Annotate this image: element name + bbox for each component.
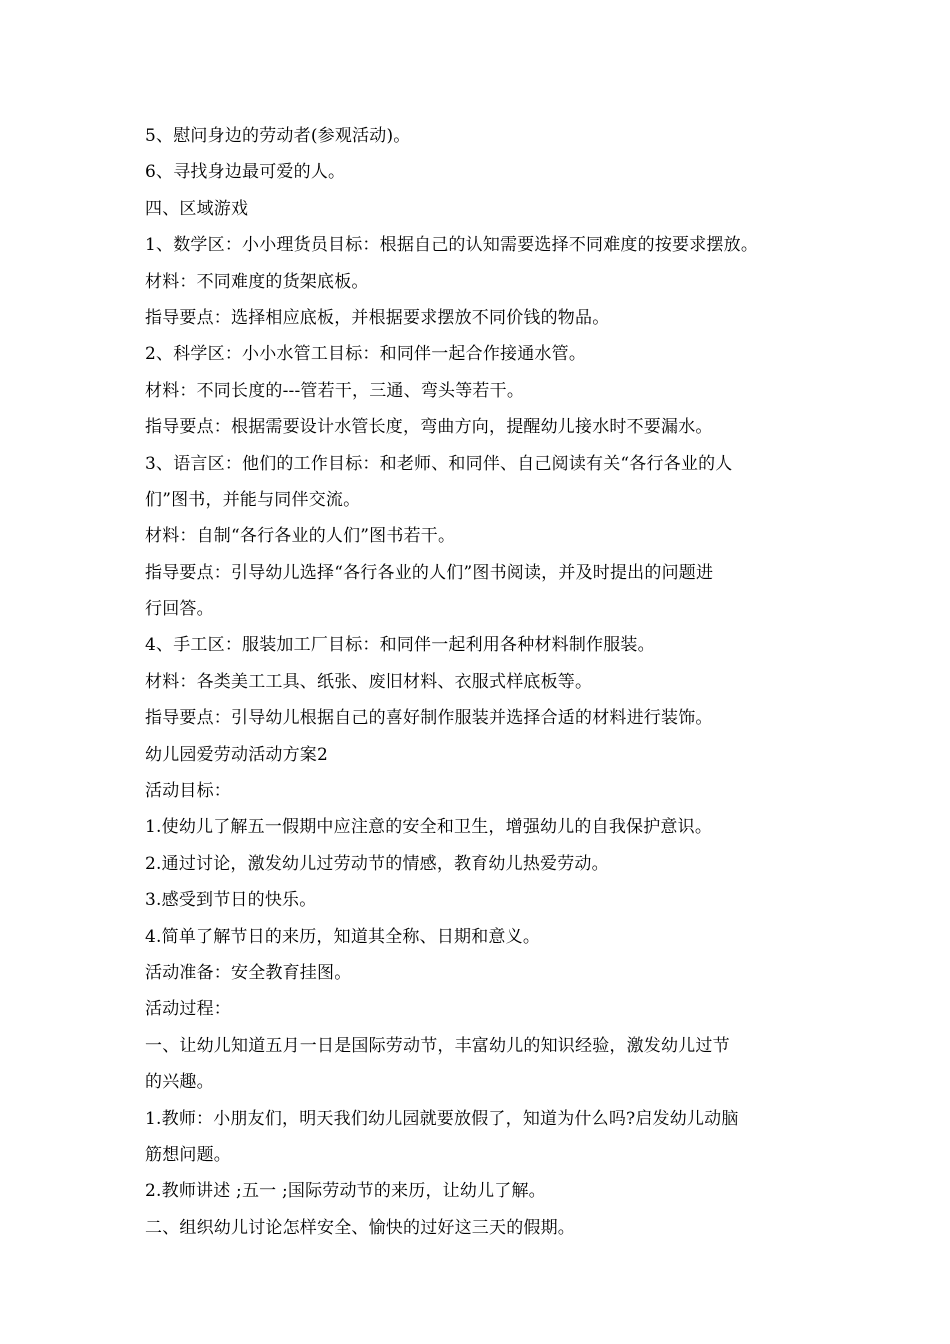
text-line: 1、数学区：小小理货员目标：根据自己的认知需要选择不同难度的按要求摆放。: [145, 235, 759, 256]
document-body: [145, 118, 835, 1246]
text-line: 4.简单了解节日的来历，知道其全称、日期和意义。: [145, 926, 541, 947]
text-line: 材料：不同长度的---管若干，三通、弯头等若干。: [145, 380, 525, 401]
text-line: 2.教师讲述 ;五一 ;国际劳动节的来历，让幼儿了解。: [145, 1181, 546, 1202]
text-line: 指导要点：引导幼儿选择“各行各业的人们”图书阅读，并及时提出的问题进: [145, 562, 714, 583]
text-line: 6、寻找身边最可爱的人。: [145, 162, 346, 183]
section-heading: 四、区域游戏: [145, 198, 249, 219]
text-line: 筋想问题。: [145, 1144, 231, 1165]
text-line: 3、语言区：他们的工作目标：和老师、和同伴、自己阅读有关“各行各业的人: [145, 453, 733, 474]
text-line: 材料：不同难度的货架底板。: [145, 271, 369, 292]
text-line: 活动过程：: [145, 999, 231, 1020]
text-line: 材料：各类美工工具、纸张、废旧材料、衣服式样底板等。: [145, 671, 593, 692]
text-line: 指导要点：选择相应底板，并根据要求摆放不同价钱的物品。: [145, 307, 610, 328]
text-line: 2.通过讨论，激发幼儿过劳动节的情感，教育幼儿热爱劳动。: [145, 853, 609, 874]
text-line: 3.感受到节日的快乐。: [145, 890, 317, 911]
text-line: 的兴趣。: [145, 1072, 214, 1093]
text-line: 5、慰问身边的劳动者(参观活动)。: [145, 126, 411, 146]
text-line: 二、组织幼儿讨论怎样安全、愉快的过好这三天的假期。: [145, 1217, 575, 1238]
text-line: 4、手工区：服装加工厂目标：和同伴一起利用各种材料制作服装。: [145, 635, 655, 656]
text-line: 一、让幼儿知道五月一日是国际劳动节，丰富幼儿的知识经验，激发幼儿过节: [145, 1035, 730, 1056]
text-line: 们”图书，并能与同伴交流。: [145, 489, 361, 510]
section-heading: 幼儿园爱劳动活动方案2: [145, 744, 329, 765]
text-line: 1.教师：小朋友们，明天我们幼儿园就要放假了，知道为什么吗?启发幼儿动脑: [145, 1108, 739, 1129]
text-line: 行回答。: [145, 599, 214, 620]
text-line: 活动准备：安全教育挂图。: [145, 962, 352, 983]
text-line: 1.使幼儿了解五一假期中应注意的安全和卫生，增强幼儿的自我保护意识。: [145, 817, 713, 838]
text-line: 材料：自制“各行各业的人们”图书若干。: [145, 526, 456, 547]
text-line: 2、科学区：小小水管工目标：和同伴一起合作接通水管。: [145, 344, 587, 365]
text-line: 指导要点：根据需要设计水管长度，弯曲方向，提醒幼儿接水时不要漏水。: [145, 417, 713, 438]
text-line: 活动目标：: [145, 781, 231, 802]
text-line: 指导要点：引导幼儿根据自己的喜好制作服装并选择合适的材料进行装饰。: [145, 708, 713, 729]
